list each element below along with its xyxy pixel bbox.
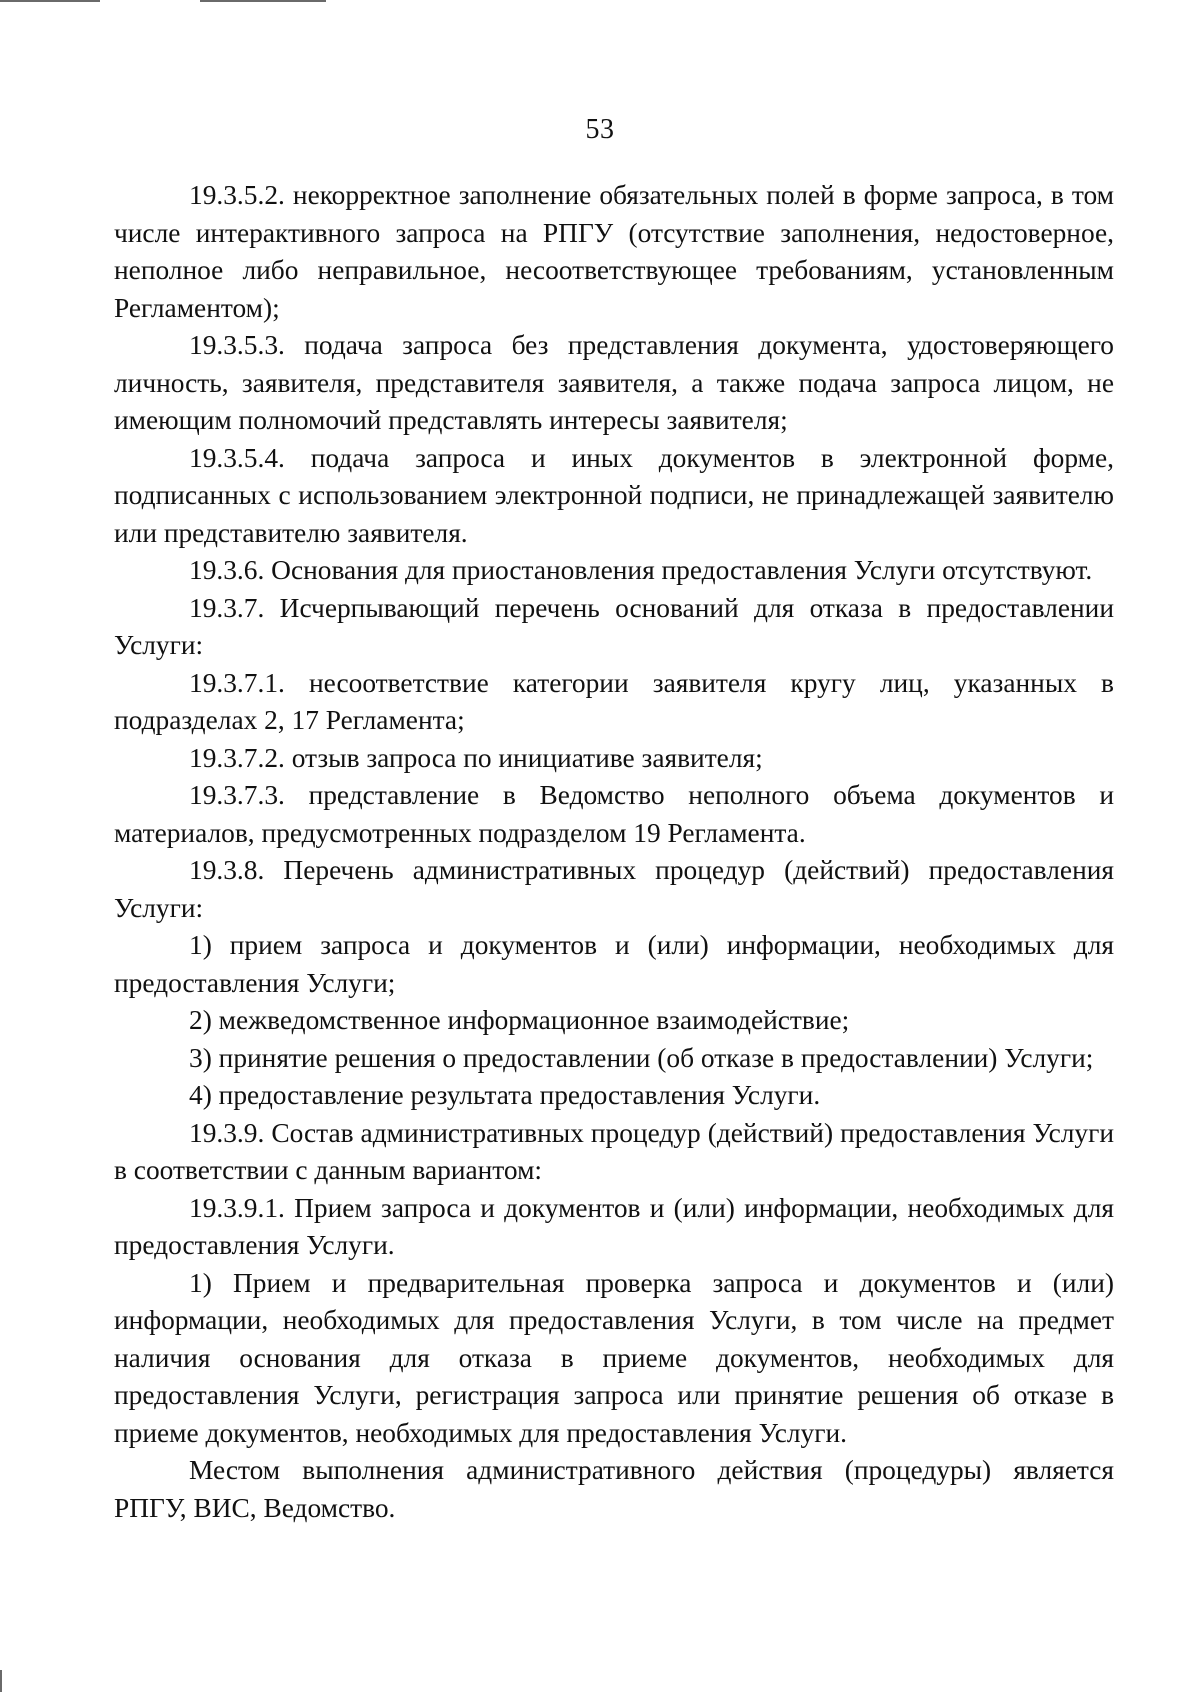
page-number: 53 — [585, 114, 615, 145]
paragraph-19-3-5-3: 19.3.5.3. подача запроса без представления документа, удостоверяющего личность, заявителя, представителя заявителя, а также подача запроса лицом, не имеющим полномочий представлять интересы заявителя; — [114, 330, 1114, 435]
document-body — [114, 177, 1114, 1527]
scan-edge-mark — [0, 0, 100, 2]
scan-edge-mark — [200, 0, 326, 2]
paragraph-19-3-5-2: 19.3.5.2. некорректное заполнение обязательных полей в форме запроса, в том числе интерактивного запроса на РПГУ (отсутствие заполнения, недостоверное, неполное либо неправильное, несоответствующее требованиям, установленным Регламентом); — [114, 180, 1114, 323]
paragraph-19-3-7-3: 19.3.7.3. представление в Ведомство неполного объема документов и материалов, предусмотренных подразделом 19 Регламента. — [114, 780, 1114, 848]
list-item-1: 1) прием запроса и документов и (или) информации, необходимых для предоставления Услуги; — [114, 930, 1114, 998]
list-item-4: 4) предоставление результата предоставления Услуги. — [189, 1080, 821, 1110]
paragraph-19-3-7-2: 19.3.7.2. отзыв запроса по инициативе заявителя; — [189, 742, 763, 773]
paragraph-19-3-9: 19.3.9. Состав административных процедур (действий) предоставления Услуги в соответствии с данным вариантом: — [114, 1117, 1114, 1185]
paragraph-19-3-5-4: 19.3.5.4. подача запроса и иных документов в электронной форме, подписанных с использованием электронной подписи, не принадлежащей заявителю или представителю заявителя. — [114, 442, 1114, 548]
paragraph-19-3-7-1: 19.3.7.1. несоответствие категории заявителя кругу лиц, указанных в подразделах 2, 17 Регламента; — [114, 667, 1114, 735]
paragraph-19-3-6: 19.3.6. Основания для приостановления предоставления Услуги отсутствуют. — [189, 555, 1093, 585]
list-item-procedure-1: 1) Прием и предварительная проверка запроса и документов и (или) информации, необходимых для предоставления Услуги, в том числе на предмет наличия основания для отказа в приеме документов, необходимых для предоставления Услуги, регистрация запроса или принятие решения об отказе в приеме документов, необходимых для предоставления Услуги. — [114, 1267, 1114, 1448]
paragraph-19-3-8: 19.3.8. Перечень административных процедур (действий) предоставления Услуги: — [114, 855, 1114, 923]
list-item-2: 2) межведомственное информационное взаимодействие; — [189, 1005, 850, 1035]
paragraph-place-of-execution: Местом выполнения административного действия (процедуры) является РПГУ, ВИС, Ведомство. — [114, 1455, 1114, 1523]
paragraph-19-3-7: 19.3.7. Исчерпывающий перечень оснований для отказа в предоставлении Услуги: — [114, 592, 1114, 660]
paragraph-19-3-9-1: 19.3.9.1. Прием запроса и документов и (или) информации, необходимых для предоставления Услуги. — [114, 1192, 1114, 1260]
scan-edge-mark — [0, 1670, 2, 1692]
list-item-3: 3) принятие решения о предоставлении (об отказе в предоставлении) Услуги; — [189, 1042, 1094, 1073]
